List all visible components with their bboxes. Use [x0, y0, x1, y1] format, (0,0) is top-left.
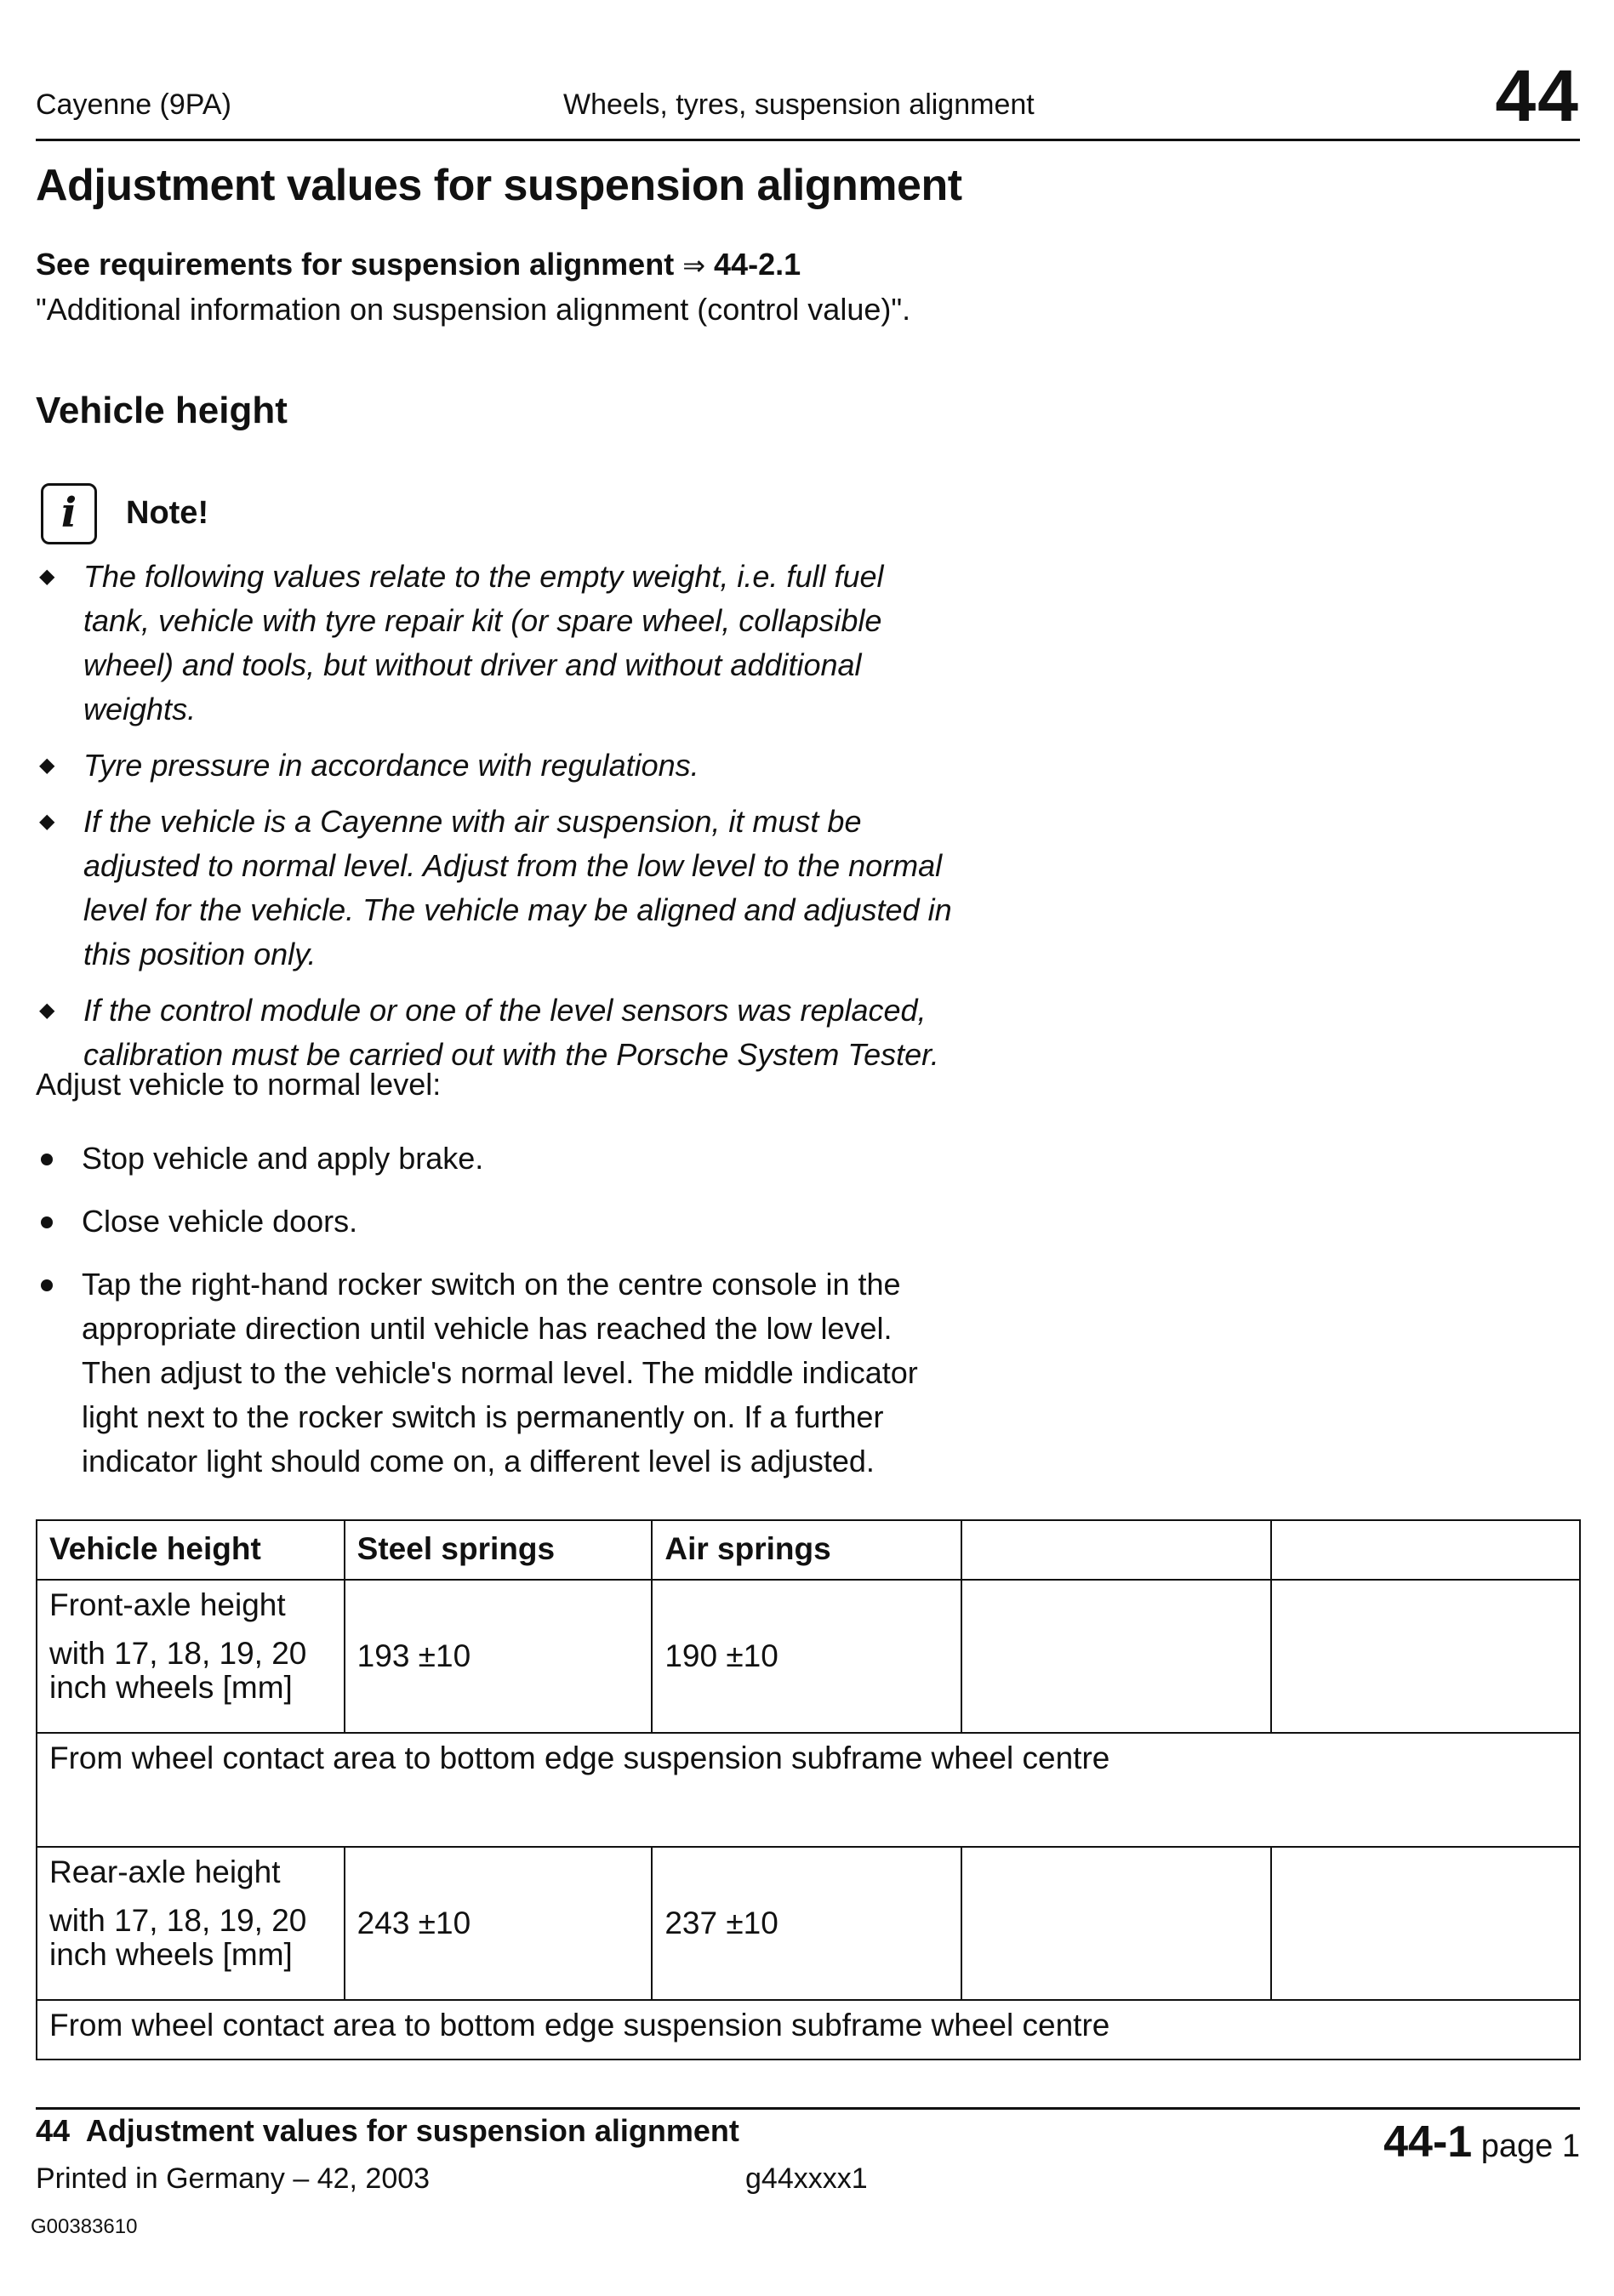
intro-bold: See requirements for suspension alignment [36, 247, 675, 282]
footer-page-label: page 1 [1480, 2128, 1580, 2164]
table-header-cell: Steel springs [345, 1520, 653, 1580]
section-heading-vehicle-height: Vehicle height [36, 390, 288, 431]
table-row [37, 1847, 1580, 2000]
table-header-cell [961, 1520, 1270, 1580]
table-header-row [37, 1520, 1580, 1580]
note-label: Note! [126, 495, 209, 531]
table-cell-label [37, 1580, 345, 1733]
diamond-bullet-icon: ◆ [39, 999, 55, 1022]
table-note-row [37, 1733, 1580, 1847]
page-title: Adjustment values for suspension alignment [36, 161, 962, 210]
note-item: ◆ The following values relate to the empty weight, i.e. full fuel tank, vehicle with tyre repair kit (or spare wheel, collapsible wheel) and tools, but without driver and without additional weights. [36, 555, 955, 732]
header-model: Cayenne (9PA) [36, 88, 231, 121]
bullet-dot-icon [41, 1216, 53, 1228]
table-cell-empty [1271, 1580, 1581, 1733]
footer-page [1383, 2117, 1580, 2168]
header-section: Wheels, tyres, suspension alignment [563, 88, 1035, 121]
vehicle-height-table [36, 1519, 1581, 2060]
note-item: ◆ If the control module or one of the level sensors was replaced, calibration must be carried out with the Porsche System Tester. [36, 988, 955, 1077]
table-header-cell: Air springs [652, 1520, 961, 1580]
bullet-dot-icon [41, 1279, 53, 1291]
step-item: Tap the right-hand rocker switch on the centre console in the appropriate direction until vehicle has reached the low level. Then adjust to the vehicle's normal level. The middle indicator light next to the rocker switch is permanently on. If a further indicator light should come on, a different level is adjusted. [36, 1262, 955, 1484]
header-chapter-number: 44 [1495, 55, 1580, 137]
table-header-cell [1271, 1520, 1581, 1580]
steps-list [36, 1137, 955, 1502]
header-divider [36, 139, 1580, 141]
footer-doc-id: G00383610 [31, 2215, 138, 2238]
table-note-row [37, 2000, 1580, 2060]
note-list [36, 555, 955, 1089]
note-item: ◆ If the vehicle is a Cayenne with air suspension, it must be adjusted to normal level. Adjust from the low level to the normal level for the vehicle. The vehicle may be aligned and adjusted in this position only. [36, 800, 955, 977]
footer-divider [36, 2107, 1580, 2110]
intro-ref-link[interactable]: 44-2.1 [714, 247, 801, 282]
adjust-label: Adjust vehicle to normal level: [36, 1067, 442, 1102]
diamond-bullet-icon: ◆ [39, 810, 55, 833]
row-sublabel: with 17, 18, 19, 20 inch wheels [mm] [49, 1636, 307, 1705]
footer-title: 44 Adjustment values for suspension alignment [36, 2113, 739, 2148]
table-row [37, 1580, 1580, 1733]
footer-printed: Printed in Germany – 42, 2003 [36, 2162, 431, 2195]
diamond-bullet-icon: ◆ [39, 754, 55, 777]
step-item: Stop vehicle and apply brake. [36, 1137, 955, 1181]
table-cell-steel: 243 ±10 [345, 1847, 653, 2000]
table-cell-steel: 193 ±10 [345, 1580, 653, 1733]
intro-paragraph [36, 242, 955, 332]
table-note-cell: From wheel contact area to bottom edge suspension subframe wheel centre [37, 2000, 1580, 2060]
row-sublabel: with 17, 18, 19, 20 inch wheels [mm] [49, 1903, 307, 1972]
diamond-bullet-icon: ◆ [39, 565, 55, 588]
table-cell-empty [1271, 1847, 1581, 2000]
arrow-right-icon: ⇒ [682, 249, 706, 282]
table-header-cell: Vehicle height [37, 1520, 345, 1580]
table-cell-label [37, 1847, 345, 2000]
footer-page-number: 44-1 [1383, 2117, 1473, 2167]
row-label: Rear-axle height [49, 1854, 281, 1889]
footer-code: g44xxxx1 [745, 2162, 868, 2195]
step-item: Close vehicle doors. [36, 1199, 955, 1244]
row-label: Front-axle height [49, 1587, 286, 1622]
table-cell-empty [961, 1580, 1270, 1733]
info-icon: i [41, 483, 97, 544]
table-cell-air: 237 ±10 [652, 1847, 961, 2000]
table-note-cell: From wheel contact area to bottom edge suspension subframe wheel centre [37, 1733, 1580, 1847]
bullet-dot-icon [41, 1154, 53, 1165]
table-cell-empty [961, 1847, 1270, 2000]
intro-rest: "Additional information on suspension alignment (control value)". [36, 292, 911, 327]
note-item: ◆ Tyre pressure in accordance with regulations. [36, 743, 955, 788]
table-cell-air: 190 ±10 [652, 1580, 961, 1733]
